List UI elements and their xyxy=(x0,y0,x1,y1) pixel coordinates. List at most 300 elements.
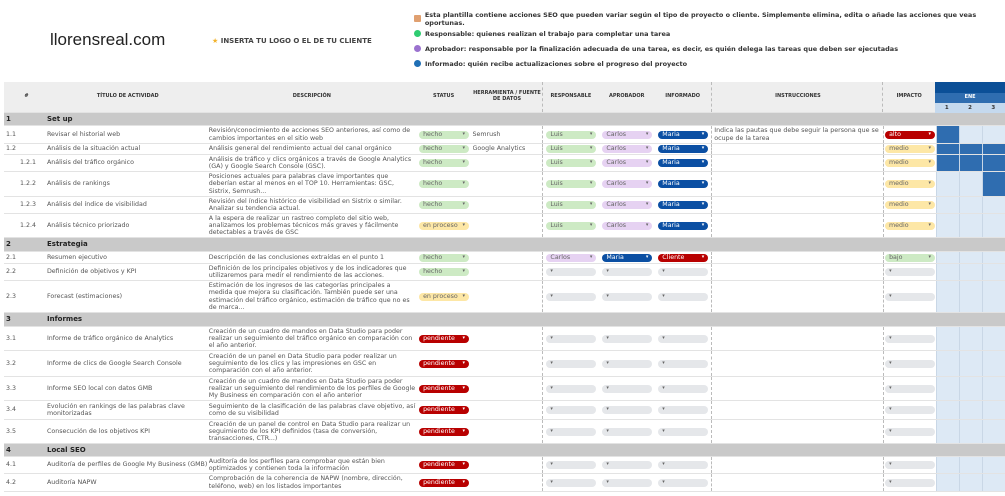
instructions-cell xyxy=(711,327,883,350)
legend-note xyxy=(414,41,1005,56)
gantt-cell[interactable] xyxy=(982,474,1005,491)
gantt-cell[interactable] xyxy=(982,457,1005,473)
informado-dropdown-cell xyxy=(655,281,711,312)
status-cell xyxy=(416,457,473,473)
instructions-cell xyxy=(711,197,883,213)
impact-dropdown[interactable] xyxy=(885,385,935,393)
impact-cell xyxy=(883,252,936,263)
informado-dropdown[interactable] xyxy=(658,335,708,343)
gantt-weeks xyxy=(935,103,1005,113)
activity-description: Creación de un cuadro de mandos en Data Studio para poder realizar un seguimiento del tráfico orgánico en comparación con el año anterior. xyxy=(208,327,413,350)
impact-cell xyxy=(883,126,936,143)
informado-dropdown[interactable] xyxy=(658,268,708,276)
gantt-cell[interactable] xyxy=(982,420,1005,443)
note-text: Responsable: quienes realizan el trabajo para completar una tarea xyxy=(425,29,671,38)
activity-title: Resumen ejecutivo xyxy=(46,253,107,261)
instructions-cell xyxy=(711,401,883,419)
instructions-cell: Indica las pautas que debe seguir la persona que se ocupe de la tarea xyxy=(711,126,883,143)
impact-cell xyxy=(883,197,936,213)
gantt-cell[interactable] xyxy=(936,126,959,143)
row-number: 1.2.1 xyxy=(20,159,37,167)
gantt-cell[interactable] xyxy=(982,155,1005,171)
aprobador-dropdown[interactable]: Carlos ▾ xyxy=(602,201,652,209)
informado-dropdown-cell xyxy=(655,172,711,196)
impact-cell xyxy=(883,377,936,400)
impact-dropdown[interactable] xyxy=(885,406,935,414)
responsable-dropdown[interactable] xyxy=(546,479,596,487)
activity-title: Informe de tráfico orgánico de Analytics xyxy=(46,334,174,342)
gantt-cell[interactable] xyxy=(959,264,982,280)
legend-note xyxy=(414,11,1005,26)
gantt-cell[interactable] xyxy=(936,197,959,213)
note-text: Informado: quién recibe actualizaciones sobre el progreso del proyecto xyxy=(425,59,688,68)
status-dropdown[interactable]: hecho ▾ xyxy=(419,254,469,262)
status-cell xyxy=(416,214,473,237)
informado-dropdown[interactable]: Maria ▾ xyxy=(658,180,708,188)
aprobador-dropdown[interactable]: Carlos ▾ xyxy=(602,222,652,230)
status-dropdown[interactable]: pendiente ▾ xyxy=(419,406,469,414)
activity-description: Creación de un cuadro de mandos en Data Studio para poder realizar un seguimiento del rendimiento de los perfiles de Google My Business en comparación con el año anterior xyxy=(208,377,416,400)
impact-dropdown[interactable]: medio ▾ xyxy=(885,180,935,188)
instructions-cell xyxy=(711,457,883,473)
informado-dropdown[interactable] xyxy=(658,293,708,301)
responsable-dropdown[interactable]: Luis ▾ xyxy=(546,131,596,139)
status-cell xyxy=(416,155,473,171)
impact-cell xyxy=(883,474,936,491)
gantt-cell[interactable] xyxy=(936,457,959,473)
status-cell xyxy=(416,327,473,350)
aprobador-dropdown-cell xyxy=(599,327,655,350)
column-header: STATUS xyxy=(433,93,455,100)
table-row xyxy=(4,377,1005,401)
gantt-cell[interactable] xyxy=(936,281,959,312)
gantt-cell[interactable] xyxy=(936,144,959,154)
status-cell xyxy=(416,252,473,263)
responsable-dropdown[interactable] xyxy=(546,428,596,436)
gantt-cell[interactable] xyxy=(959,420,982,443)
instructions-cell xyxy=(711,172,883,196)
instructions-cell xyxy=(711,155,883,171)
aprobador-dropdown-cell xyxy=(599,197,655,213)
responsable-dropdown-cell xyxy=(542,214,599,237)
impact-dropdown[interactable]: medio ▾ xyxy=(885,222,935,230)
insert-logo-hint: ★ INSERTA TU LOGO O EL DE TU CLIENTE xyxy=(212,37,372,45)
aprobador-dropdown[interactable] xyxy=(602,360,652,368)
tool-cell xyxy=(473,457,543,473)
row-number: 1.2.3 xyxy=(20,201,37,209)
responsable-dropdown[interactable] xyxy=(546,360,596,368)
tool-cell xyxy=(473,474,543,491)
column-header: DESCRIPCIÓN xyxy=(292,93,331,100)
responsable-dropdown-cell xyxy=(542,377,599,400)
gantt-cell[interactable] xyxy=(936,401,959,419)
row-number: 3.5 xyxy=(6,427,17,435)
aprobador-dropdown-cell xyxy=(599,377,655,400)
activity-title: Informe SEO local con datos GMB xyxy=(46,384,153,392)
gantt-cell[interactable] xyxy=(982,197,1005,213)
gantt-cell[interactable] xyxy=(959,172,982,196)
informado-dropdown[interactable] xyxy=(658,385,708,393)
row-number: 3.1 xyxy=(6,334,17,342)
gantt-week: 2 xyxy=(968,105,972,111)
impact-dropdown[interactable] xyxy=(885,335,935,343)
section-number: 3 xyxy=(6,315,11,324)
activity-title: Evolución en rankings de las palabras clave monitorizadas xyxy=(46,402,185,417)
aprobador-dropdown-cell xyxy=(599,264,655,280)
impact-cell xyxy=(883,144,936,154)
gantt-cell[interactable] xyxy=(959,377,982,400)
aprobador-dropdown[interactable] xyxy=(602,479,652,487)
section-row xyxy=(4,444,1005,457)
activity-description: Descripción de las conclusiones extraídas en el punto 1 xyxy=(208,253,385,261)
tool-cell xyxy=(473,252,543,263)
table-row xyxy=(4,264,1005,281)
impact-cell xyxy=(883,281,936,312)
gantt-cell[interactable] xyxy=(936,252,959,263)
responsable-dropdown[interactable] xyxy=(546,406,596,414)
gantt-cell[interactable] xyxy=(936,327,959,350)
aprobador-dropdown[interactable] xyxy=(602,293,652,301)
aprobador-dropdown[interactable] xyxy=(602,461,652,469)
activity-description: Revisión/conocimiento de acciones SEO anteriores, así como de cambios importantes en el sitio web xyxy=(208,127,411,142)
informado-dropdown[interactable]: Maria ▾ xyxy=(658,201,708,209)
dot-icon xyxy=(414,30,421,37)
legend-note xyxy=(414,56,1005,71)
gantt-cell[interactable] xyxy=(982,214,1005,237)
gantt-cell[interactable] xyxy=(959,214,982,237)
responsable-dropdown[interactable]: Luis ▾ xyxy=(546,201,596,209)
gantt-cell[interactable] xyxy=(982,327,1005,350)
tool-cell xyxy=(473,214,543,237)
gantt-cell[interactable] xyxy=(982,401,1005,419)
table-row xyxy=(4,155,1005,172)
instructions-cell xyxy=(711,264,883,280)
aprobador-dropdown-cell xyxy=(599,457,655,473)
instructions-cell xyxy=(711,474,883,491)
impact-dropdown[interactable]: medio ▾ xyxy=(885,145,935,153)
activity-title: Análisis técnico priorizado xyxy=(46,221,130,229)
gantt-cell[interactable] xyxy=(936,264,959,280)
responsable-dropdown-cell xyxy=(542,420,599,443)
responsable-dropdown-cell xyxy=(542,155,599,171)
column-header: INSTRUCCIONES xyxy=(711,82,883,112)
instructions-cell xyxy=(711,377,883,400)
section-row xyxy=(4,238,1005,252)
section-title: Estrategia xyxy=(47,240,88,249)
activity-description: Posiciones actuales para palabras clave importantes que deberían estar al menos en el TOP 10. Herramientas: GSC, Sistrix, Semrush... xyxy=(208,173,394,195)
instructions-cell xyxy=(711,214,883,237)
responsable-dropdown[interactable]: Luis ▾ xyxy=(546,159,596,167)
responsable-dropdown[interactable]: Carlos ▾ xyxy=(546,254,596,262)
status-dropdown[interactable]: hecho ▾ xyxy=(419,159,469,167)
row-number: 3.3 xyxy=(6,384,17,392)
status-dropdown[interactable]: pendiente ▾ xyxy=(419,479,469,487)
section-row xyxy=(4,313,1005,327)
tool-cell xyxy=(473,172,543,196)
section-number: 4 xyxy=(6,445,11,454)
aprobador-dropdown[interactable]: Maria ▾ xyxy=(602,254,652,262)
gantt-cell[interactable] xyxy=(982,252,1005,263)
gantt-cell[interactable] xyxy=(959,252,982,263)
gantt-cell[interactable] xyxy=(936,377,959,400)
informado-dropdown[interactable]: Maria ▾ xyxy=(658,159,708,167)
section-title: Local SEO xyxy=(47,445,86,454)
tool-cell xyxy=(473,327,543,350)
tool-cell xyxy=(473,351,543,376)
gantt-cell[interactable] xyxy=(936,172,959,196)
tool-cell: Google Analytics xyxy=(472,145,526,153)
impact-dropdown[interactable] xyxy=(885,428,935,436)
impact-cell xyxy=(883,155,936,171)
responsable-dropdown-cell xyxy=(542,172,599,196)
row-number: 1.2.2 xyxy=(20,180,37,188)
table-row xyxy=(4,474,1005,492)
informado-dropdown[interactable] xyxy=(658,428,708,436)
gantt-cell[interactable] xyxy=(959,401,982,419)
activity-description: Auditoría de los perfiles para comprobar que están bien optimizados y contienen toda la información xyxy=(208,457,385,472)
informado-dropdown-cell xyxy=(655,197,711,213)
responsable-dropdown-cell xyxy=(542,197,599,213)
gantt-header xyxy=(935,82,1005,113)
row-number: 1.2 xyxy=(6,145,17,153)
status-dropdown[interactable]: hecho ▾ xyxy=(419,201,469,209)
section-number: 2 xyxy=(6,240,11,249)
table-row xyxy=(4,144,1005,155)
informado-dropdown[interactable] xyxy=(658,479,708,487)
table-row xyxy=(4,401,1005,420)
gantt-cell[interactable] xyxy=(959,474,982,491)
status-dropdown[interactable]: en proceso ▾ xyxy=(419,222,469,230)
aprobador-dropdown-cell xyxy=(599,126,655,143)
dot-icon xyxy=(414,60,421,67)
memo-icon xyxy=(414,15,421,22)
responsable-dropdown[interactable] xyxy=(546,385,596,393)
aprobador-dropdown[interactable] xyxy=(602,335,652,343)
gantt-cell[interactable] xyxy=(959,144,982,154)
section-row xyxy=(4,113,1005,126)
section-title: Set up xyxy=(47,114,73,123)
status-dropdown[interactable]: hecho ▾ xyxy=(419,145,469,153)
column-header: INFORMADO xyxy=(665,93,701,100)
status-dropdown[interactable]: pendiente ▾ xyxy=(419,428,469,436)
responsable-dropdown-cell xyxy=(542,126,599,143)
activity-description: Comprobación de la coherencia de NAPW (nombre, dirección, teléfono, web) en los listados importantes xyxy=(208,475,403,490)
table-row xyxy=(4,351,1005,377)
note-text: Aprobador: responsable por la finalización adecuada de una tarea, es decir, es quién delega las tareas que deben ser ejecutadas xyxy=(425,44,899,53)
status-dropdown[interactable]: pendiente ▾ xyxy=(419,360,469,368)
gantt-month: ENE xyxy=(935,93,1005,103)
responsable-dropdown-cell xyxy=(542,327,599,350)
responsable-dropdown[interactable] xyxy=(546,293,596,301)
impact-dropdown[interactable] xyxy=(885,268,935,276)
gantt-cell[interactable] xyxy=(982,377,1005,400)
gantt-cell[interactable] xyxy=(936,420,959,443)
informado-dropdown-cell xyxy=(655,351,711,376)
gantt-cell[interactable] xyxy=(959,351,982,376)
activity-description: Creación de un panel en Data Studio para poder realizar un seguimiento de los clics y las impresiones en GSC en comparación con el año anterior. xyxy=(208,352,397,375)
column-header: APROBADOR xyxy=(608,93,645,100)
activity-description: Definición de los principales objetivos y de los indicadores que utilizaremos para medir el rendimiento de las acciones. xyxy=(208,264,407,279)
gantt-cell[interactable] xyxy=(936,155,959,171)
status-dropdown[interactable]: hecho ▾ xyxy=(419,131,469,139)
activity-title: Definición de objetivos y KPI xyxy=(46,268,137,276)
informado-dropdown-cell xyxy=(655,155,711,171)
impact-cell xyxy=(883,172,936,196)
row-number: 3.2 xyxy=(6,359,17,367)
gantt-cell[interactable] xyxy=(936,351,959,376)
tool-cell xyxy=(473,264,543,280)
column-header: TÍTULO DE ACTIVIDAD xyxy=(96,93,159,100)
impact-dropdown[interactable]: medio ▾ xyxy=(885,159,935,167)
responsable-dropdown[interactable] xyxy=(546,268,596,276)
responsable-dropdown-cell xyxy=(542,281,599,312)
gantt-cell[interactable] xyxy=(982,144,1005,154)
informado-dropdown-cell xyxy=(655,252,711,263)
aprobador-dropdown-cell xyxy=(599,172,655,196)
informado-dropdown[interactable] xyxy=(658,461,708,469)
activity-title: Análisis del tráfico orgánico xyxy=(46,159,134,167)
gantt-cell[interactable] xyxy=(982,351,1005,376)
column-header: HERRAMIENTA / FUENTE DE DATOS xyxy=(473,90,541,102)
status-cell xyxy=(416,197,473,213)
gantt-week: 1 xyxy=(944,105,949,111)
informado-dropdown-cell xyxy=(655,264,711,280)
seo-plan-table xyxy=(4,82,1005,492)
responsable-dropdown[interactable]: Luis ▾ xyxy=(546,222,596,230)
status-cell xyxy=(416,351,473,376)
activity-description: Análisis general del rendimiento actual del canal orgánico xyxy=(208,145,392,153)
gantt-cell[interactable] xyxy=(936,214,959,237)
responsable-dropdown-cell xyxy=(542,474,599,491)
gantt-cell[interactable] xyxy=(982,264,1005,280)
gantt-cell[interactable] xyxy=(959,197,982,213)
status-dropdown[interactable]: en proceso ▾ xyxy=(419,293,469,301)
activity-title: Forecast (estimaciones) xyxy=(46,292,123,300)
gantt-cell[interactable] xyxy=(982,126,1005,143)
aprobador-dropdown[interactable] xyxy=(602,406,652,414)
impact-dropdown[interactable]: medio ▾ xyxy=(885,201,935,209)
note-text: Esta plantilla contiene acciones SEO que pueden variar según el tipo de proyecto o cliente. Simplemente elimina, edita o añade las acciones que veas oportunas. xyxy=(424,10,977,27)
section-title: Informes xyxy=(47,315,83,324)
responsable-dropdown-cell xyxy=(542,457,599,473)
table-row xyxy=(4,420,1005,444)
tool-cell xyxy=(473,401,543,419)
aprobador-dropdown[interactable] xyxy=(602,385,652,393)
activity-title: Consecución de los objetivos KPI xyxy=(46,427,150,435)
informado-dropdown-cell xyxy=(655,420,711,443)
star-icon: ★ xyxy=(212,37,219,45)
tool-cell xyxy=(473,281,543,312)
tool-cell xyxy=(473,155,543,171)
gantt-cell[interactable] xyxy=(959,155,982,171)
impact-dropdown[interactable] xyxy=(885,360,935,368)
instructions-cell xyxy=(711,351,883,376)
row-number: 4.1 xyxy=(6,461,17,469)
status-cell xyxy=(416,420,473,443)
activity-description: A la espera de realizar un rastreo completo del sitio web, analizamos los problemas técnicos más graves y fácilmente detectables a través de GSC xyxy=(208,214,399,237)
responsable-dropdown-cell xyxy=(542,401,599,419)
table-header xyxy=(4,82,1005,113)
impact-dropdown[interactable]: alto ▾ xyxy=(885,131,935,139)
gantt-cell[interactable] xyxy=(936,474,959,491)
responsable-dropdown[interactable] xyxy=(546,335,596,343)
aprobador-dropdown-cell xyxy=(599,351,655,376)
impact-dropdown[interactable] xyxy=(885,293,935,301)
impact-cell xyxy=(883,401,936,419)
impact-cell xyxy=(883,214,936,237)
logo: llorensreal.com xyxy=(50,30,166,49)
status-dropdown[interactable]: pendiente ▾ xyxy=(419,461,469,469)
activity-title: Revisar el historial web xyxy=(46,130,121,138)
aprobador-dropdown[interactable]: Carlos ▾ xyxy=(602,180,652,188)
gantt-cell[interactable] xyxy=(982,172,1005,196)
row-number: 1.2.4 xyxy=(20,221,37,229)
gantt-cell[interactable] xyxy=(959,457,982,473)
informado-dropdown[interactable]: Maria ▾ xyxy=(658,131,708,139)
responsable-dropdown[interactable]: Luis ▾ xyxy=(546,145,596,153)
informado-dropdown-cell xyxy=(655,144,711,154)
aprobador-dropdown-cell xyxy=(599,144,655,154)
instructions-cell xyxy=(711,420,883,443)
aprobador-dropdown-cell xyxy=(599,155,655,171)
aprobador-dropdown[interactable]: Carlos ▾ xyxy=(602,145,652,153)
table-row xyxy=(4,214,1005,238)
gantt-cell[interactable] xyxy=(959,281,982,312)
responsable-dropdown-cell xyxy=(542,144,599,154)
table-row xyxy=(4,327,1005,351)
gantt-top xyxy=(935,82,1005,93)
aprobador-dropdown[interactable]: Carlos ▾ xyxy=(602,159,652,167)
status-dropdown[interactable]: pendiente ▾ xyxy=(419,385,469,393)
gantt-cell[interactable] xyxy=(982,281,1005,312)
responsable-dropdown[interactable]: Luis ▾ xyxy=(546,180,596,188)
table-row xyxy=(4,457,1005,474)
impact-cell xyxy=(883,264,936,280)
aprobador-dropdown-cell xyxy=(599,420,655,443)
informado-dropdown[interactable]: Maria ▾ xyxy=(658,145,708,153)
gantt-week: 3 xyxy=(991,105,996,111)
impact-dropdown[interactable]: bajo ▾ xyxy=(885,254,935,262)
aprobador-dropdown[interactable] xyxy=(602,268,652,276)
activity-description: Revisión del índice histórico de visibilidad en Sistrix o similar. Analizar su tendencia actual. xyxy=(208,197,402,212)
dot-icon xyxy=(414,45,421,52)
responsable-dropdown[interactable] xyxy=(546,461,596,469)
section-number: 1 xyxy=(6,114,11,123)
informado-dropdown[interactable]: Cliente ▾ xyxy=(658,254,708,262)
status-dropdown[interactable]: pendiente ▾ xyxy=(419,335,469,343)
gantt-cell[interactable] xyxy=(959,126,982,143)
status-cell xyxy=(416,144,473,154)
informado-dropdown-cell xyxy=(655,214,711,237)
gantt-cell[interactable] xyxy=(959,327,982,350)
impact-dropdown[interactable] xyxy=(885,479,935,487)
responsable-dropdown-cell xyxy=(542,252,599,263)
status-cell xyxy=(416,401,473,419)
activity-title: Análisis de rankings xyxy=(46,180,110,188)
aprobador-dropdown[interactable]: Carlos ▾ xyxy=(602,131,652,139)
status-dropdown[interactable]: hecho ▾ xyxy=(419,180,469,188)
informado-dropdown[interactable] xyxy=(658,360,708,368)
activity-description: Análisis de tráfico y clics orgánicos a través de Google Analytics (GA) y Google Search Console (GSC). xyxy=(208,155,412,170)
column-header: IMPACTO xyxy=(882,82,935,112)
informado-dropdown[interactable]: Maria ▾ xyxy=(658,222,708,230)
informado-dropdown[interactable] xyxy=(658,406,708,414)
activity-title: Análisis de la situación actual xyxy=(46,145,141,153)
impact-dropdown[interactable] xyxy=(885,461,935,469)
status-dropdown[interactable]: hecho ▾ xyxy=(419,268,469,276)
aprobador-dropdown-cell xyxy=(599,214,655,237)
aprobador-dropdown[interactable] xyxy=(602,428,652,436)
